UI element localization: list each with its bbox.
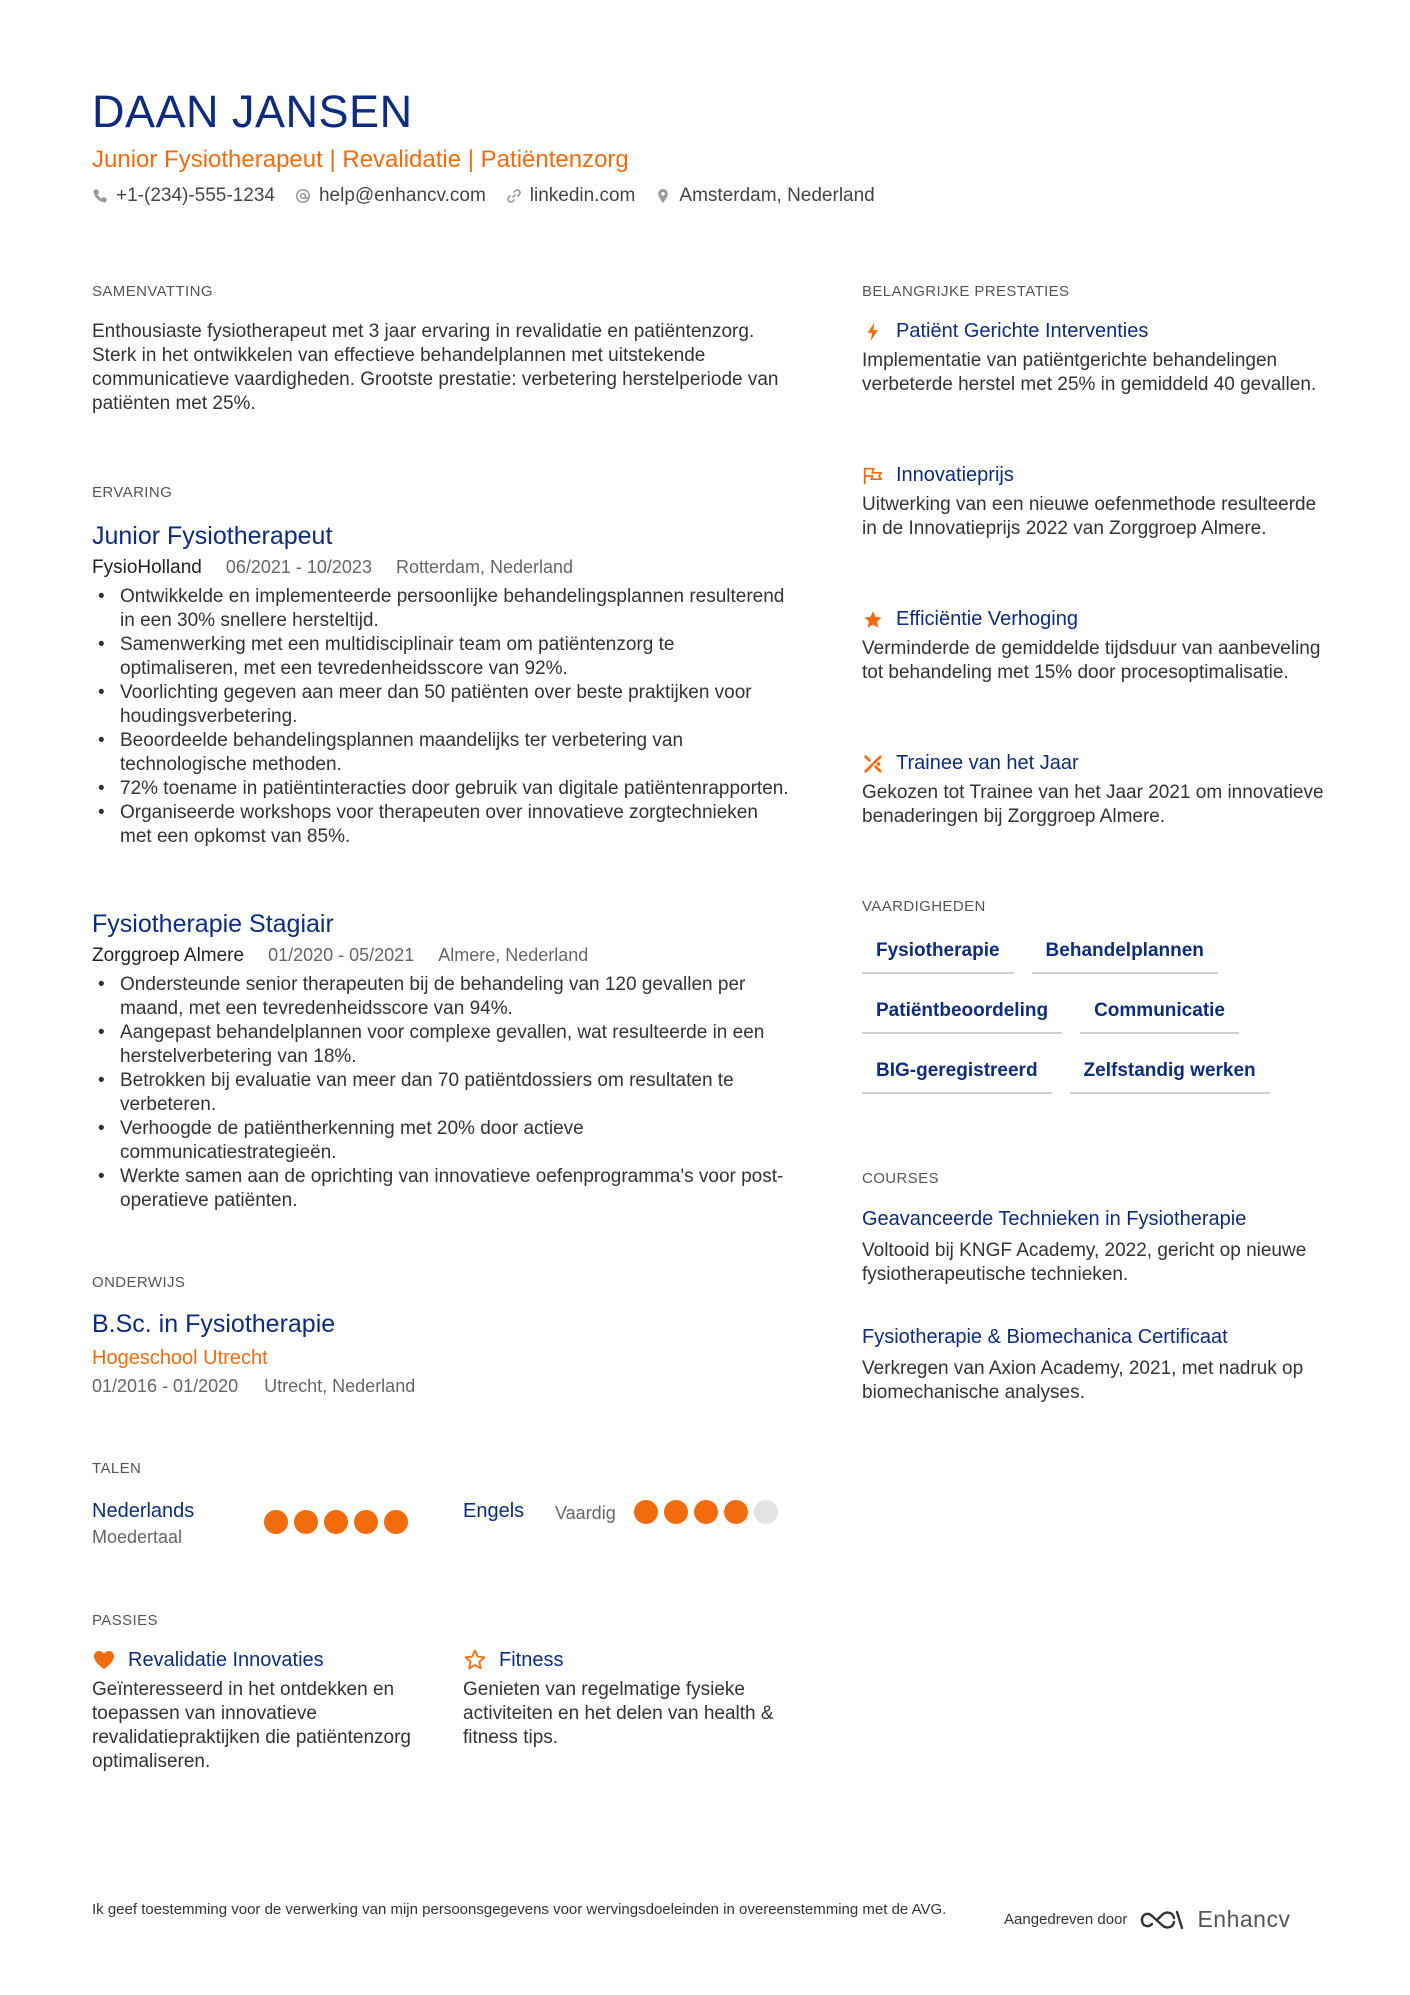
contact-phone-text: +1-(234)-555-1234 bbox=[116, 185, 275, 206]
skill-tag: Patiëntbeoordeling bbox=[862, 992, 1062, 1034]
achievement-description: Uitwerking van een nieuwe oefenmethode resulteerde in de Innovatieprijs 2022 van Zorggroep Almere. bbox=[862, 494, 1317, 539]
enhancv-logo-icon bbox=[1139, 1908, 1185, 1932]
job-bullet: • Ontwikkelde en implementeerde persoonlijke behandelingsplannen resulterend in een 30% snellere hersteltijd. bbox=[92, 585, 792, 633]
location-pin-icon bbox=[655, 188, 671, 204]
passions-section-title: PASSIES bbox=[92, 1612, 158, 1629]
courses-section-title: COURSES bbox=[862, 1170, 939, 1187]
course-description: Verkregen van Axion Academy, 2021, met nadruk op biomechanische analyses. bbox=[862, 1358, 1304, 1403]
education-school: Hogeschool Utrecht bbox=[92, 1347, 268, 1369]
language-level-english-wrap bbox=[555, 1503, 616, 1524]
job-bullet: • Organiseerde workshops voor therapeuten over innovatieve zorgtechnieken met een opkomst van 85%. bbox=[92, 801, 792, 849]
education-dates: 01/2016 - 01/2020 bbox=[92, 1376, 239, 1396]
language-rating-english bbox=[634, 1500, 778, 1524]
contact-linkedin-text: linkedin.com bbox=[529, 185, 636, 206]
skills-list bbox=[862, 932, 1332, 1094]
tools-icon bbox=[862, 753, 884, 775]
experience-job-2 bbox=[92, 910, 792, 1213]
contact-linkedin[interactable] bbox=[506, 185, 636, 207]
education-entry bbox=[92, 1310, 792, 1397]
achievements-section-title: BELANGRIJKE PRESTATIES bbox=[862, 283, 1070, 300]
job-bullet: • Ondersteunde senior therapeuten bij de behandeling van 120 gevallen per maand, met een tevredenheidsscore van 94%. bbox=[92, 973, 792, 1021]
course-item-1 bbox=[862, 1208, 1332, 1287]
job-meta bbox=[92, 945, 792, 967]
achievement-title: Trainee van het Jaar bbox=[896, 752, 1079, 774]
contact-email-text: help@enhancv.com bbox=[318, 185, 486, 206]
language-level: Moedertaal bbox=[92, 1527, 183, 1547]
job-location: Almere, Nederland bbox=[438, 945, 589, 965]
achievement-item-1 bbox=[862, 320, 1332, 397]
rating-dot-filled bbox=[384, 1510, 408, 1534]
job-company: FysioHolland bbox=[92, 557, 202, 578]
rating-dot-filled bbox=[294, 1510, 318, 1534]
course-description: Voltooid bij KNGF Academy, 2022, gericht op nieuwe fysiotherapeutische technieken. bbox=[862, 1240, 1307, 1285]
skill-tag: Communicatie bbox=[1080, 992, 1239, 1034]
rating-dot-filled bbox=[634, 1500, 658, 1524]
passion-header bbox=[92, 1648, 422, 1672]
achievement-description: Implementatie van patiëntgerichte behandelingen verbeterde herstel met 25% in gemiddeld 40 gevallen. bbox=[862, 350, 1317, 395]
at-icon bbox=[295, 188, 311, 204]
job-bullets bbox=[92, 585, 792, 849]
contact-location-text: Amsterdam, Nederland bbox=[679, 185, 875, 206]
course-title: Geavanceerde Technieken in Fysiotherapie bbox=[862, 1208, 1247, 1230]
language-name: Nederlands bbox=[92, 1500, 195, 1522]
rating-dot-filled bbox=[324, 1510, 348, 1534]
achievement-header bbox=[862, 320, 1332, 343]
lightning-icon bbox=[862, 321, 884, 343]
flag-icon bbox=[862, 465, 884, 487]
phone-icon bbox=[92, 188, 108, 204]
powered-by-label: Aangedreven door bbox=[1004, 1911, 1128, 1928]
achievement-title: Patiënt Gerichte Interventies bbox=[896, 320, 1149, 342]
education-degree: B.Sc. in Fysiotherapie bbox=[92, 1310, 336, 1338]
job-meta bbox=[92, 557, 792, 579]
skills-section-title: VAARDIGHEDEN bbox=[862, 898, 986, 915]
course-title: Fysiotherapie & Biomechanica Certificaat bbox=[862, 1326, 1228, 1348]
star-outline-icon bbox=[463, 1648, 487, 1672]
job-bullet: • Voorlichting gegeven aan meer dan 50 patiënten over beste praktijken voor houdingsverbetering. bbox=[92, 681, 792, 729]
job-bullet: • Samenwerking met een multidisciplinair team om patiëntenzorg te optimaliseren, met een tevredenheidsscore van 92%. bbox=[92, 633, 792, 681]
skill-tag: Fysiotherapie bbox=[862, 932, 1014, 974]
language-rating-dutch bbox=[264, 1510, 408, 1534]
language-level: Vaardig bbox=[555, 1503, 616, 1523]
achievement-header bbox=[862, 608, 1332, 631]
language-name: Engels bbox=[463, 1500, 525, 1522]
job-bullet: • Werkte samen aan de oprichting van innovatieve oefenprogramma's voor post-operatieve patiënten. bbox=[92, 1165, 792, 1213]
passion-title: Fitness bbox=[499, 1648, 564, 1671]
job-title: Junior Fysiotherapeut bbox=[92, 522, 333, 550]
job-bullet: • Beoordeelde behandelingsplannen maandelijks ter verbetering van technologische methoden. bbox=[92, 729, 792, 777]
achievement-header bbox=[862, 464, 1332, 487]
enhancv-brand-text: Enhancv bbox=[1197, 1906, 1291, 1932]
contact-bar bbox=[92, 185, 875, 207]
passion-item-1 bbox=[92, 1648, 422, 1774]
job-dates: 06/2021 - 10/2023 bbox=[225, 557, 372, 577]
achievement-description: Verminderde de gemiddelde tijdsduur van aanbeveling tot behandeling met 15% door procesoptimalisatie. bbox=[862, 638, 1321, 683]
experience-job-1 bbox=[92, 522, 792, 849]
achievement-title: Innovatieprijs bbox=[896, 464, 1014, 486]
passion-header bbox=[463, 1648, 793, 1672]
language-item-dutch bbox=[92, 1500, 194, 1548]
contact-location bbox=[655, 185, 874, 207]
rating-dot-filled bbox=[354, 1510, 378, 1534]
achievement-item-4 bbox=[862, 752, 1332, 829]
passion-description: Geïnteresseerd in het ontdekken en toepassen van innovatieve revalidatiepraktijken die patiëntenzorg optimaliseren. bbox=[92, 1679, 411, 1772]
link-icon bbox=[506, 188, 522, 204]
skill-tag: Behandelplannen bbox=[1032, 932, 1218, 974]
education-location: Utrecht, Nederland bbox=[264, 1376, 416, 1396]
candidate-name: DAAN JANSEN bbox=[92, 86, 413, 137]
powered-by[interactable] bbox=[1004, 1906, 1290, 1933]
passion-title: Revalidatie Innovaties bbox=[128, 1648, 324, 1671]
achievement-header bbox=[862, 752, 1332, 775]
star-icon bbox=[862, 609, 884, 631]
job-location: Rotterdam, Nederland bbox=[395, 557, 574, 577]
education-meta bbox=[92, 1376, 792, 1397]
achievement-title: Efficiëntie Verhoging bbox=[896, 608, 1078, 630]
course-item-2 bbox=[862, 1326, 1332, 1405]
rating-dot-filled bbox=[664, 1500, 688, 1524]
rating-dot-filled bbox=[724, 1500, 748, 1524]
skill-tag: BIG-geregistreerd bbox=[862, 1052, 1052, 1094]
languages-section-title: TALEN bbox=[92, 1460, 142, 1477]
contact-email[interactable] bbox=[295, 185, 486, 207]
job-bullets bbox=[92, 973, 792, 1213]
passion-item-2 bbox=[463, 1648, 793, 1750]
rating-dot-filled bbox=[264, 1510, 288, 1534]
summary-section-title: SAMENVATTING bbox=[92, 283, 213, 300]
achievement-item-3 bbox=[862, 608, 1332, 685]
candidate-headline: Junior Fysiotherapeut | Revalidatie | Patiëntenzorg bbox=[92, 146, 629, 173]
passion-description: Genieten van regelmatige fysieke activiteiten en het delen van health & fitness tips. bbox=[463, 1679, 774, 1748]
skill-tag: Zelfstandig werken bbox=[1070, 1052, 1270, 1094]
job-dates: 01/2020 - 05/2021 bbox=[268, 945, 415, 965]
rating-dot-filled bbox=[694, 1500, 718, 1524]
job-bullet: • 72% toename in patiëntinteracties door gebruik van digitale patiëntenrapporten. bbox=[92, 777, 792, 801]
summary-text: Enthousiaste fysiotherapeut met 3 jaar ervaring in revalidatie en patiëntenzorg. Sterk in het ontwikkelen van effectieve behandelplannen met uitstekende communicatieve vaardigheden. Grootste prestatie: verbetering herstelperiode van patiënten met 25%. bbox=[92, 321, 779, 414]
heart-icon bbox=[92, 1648, 116, 1672]
job-company: Zorggroep Almere bbox=[92, 945, 245, 966]
achievement-description: Gekozen tot Trainee van het Jaar 2021 om innovatieve benaderingen bij Zorggroep Almere. bbox=[862, 782, 1324, 827]
achievement-item-2 bbox=[862, 464, 1332, 541]
job-title: Fysiotherapie Stagiair bbox=[92, 910, 334, 938]
education-section-title: ONDERWIJS bbox=[92, 1274, 186, 1291]
experience-section-title: ERVARING bbox=[92, 484, 173, 501]
job-bullet: • Verhoogde de patiëntherkenning met 20% door actieve communicatiestrategieën. bbox=[92, 1117, 792, 1165]
job-bullet: • Betrokken bij evaluatie van meer dan 70 patiëntdossiers om resultaten te verbeteren. bbox=[92, 1069, 792, 1117]
contact-phone[interactable] bbox=[92, 185, 275, 207]
consent-notice: Ik geef toestemming voor de verwerking van mijn persoonsgegevens voor wervingsdoeleinden in overeenstemming met de AVG. bbox=[92, 1901, 947, 1918]
language-item-english bbox=[463, 1500, 524, 1523]
job-bullet: • Aangepast behandelplannen voor complexe gevallen, wat resulteerde in een herstelverbetering van 18%. bbox=[92, 1021, 792, 1069]
rating-dot-empty bbox=[754, 1500, 778, 1524]
